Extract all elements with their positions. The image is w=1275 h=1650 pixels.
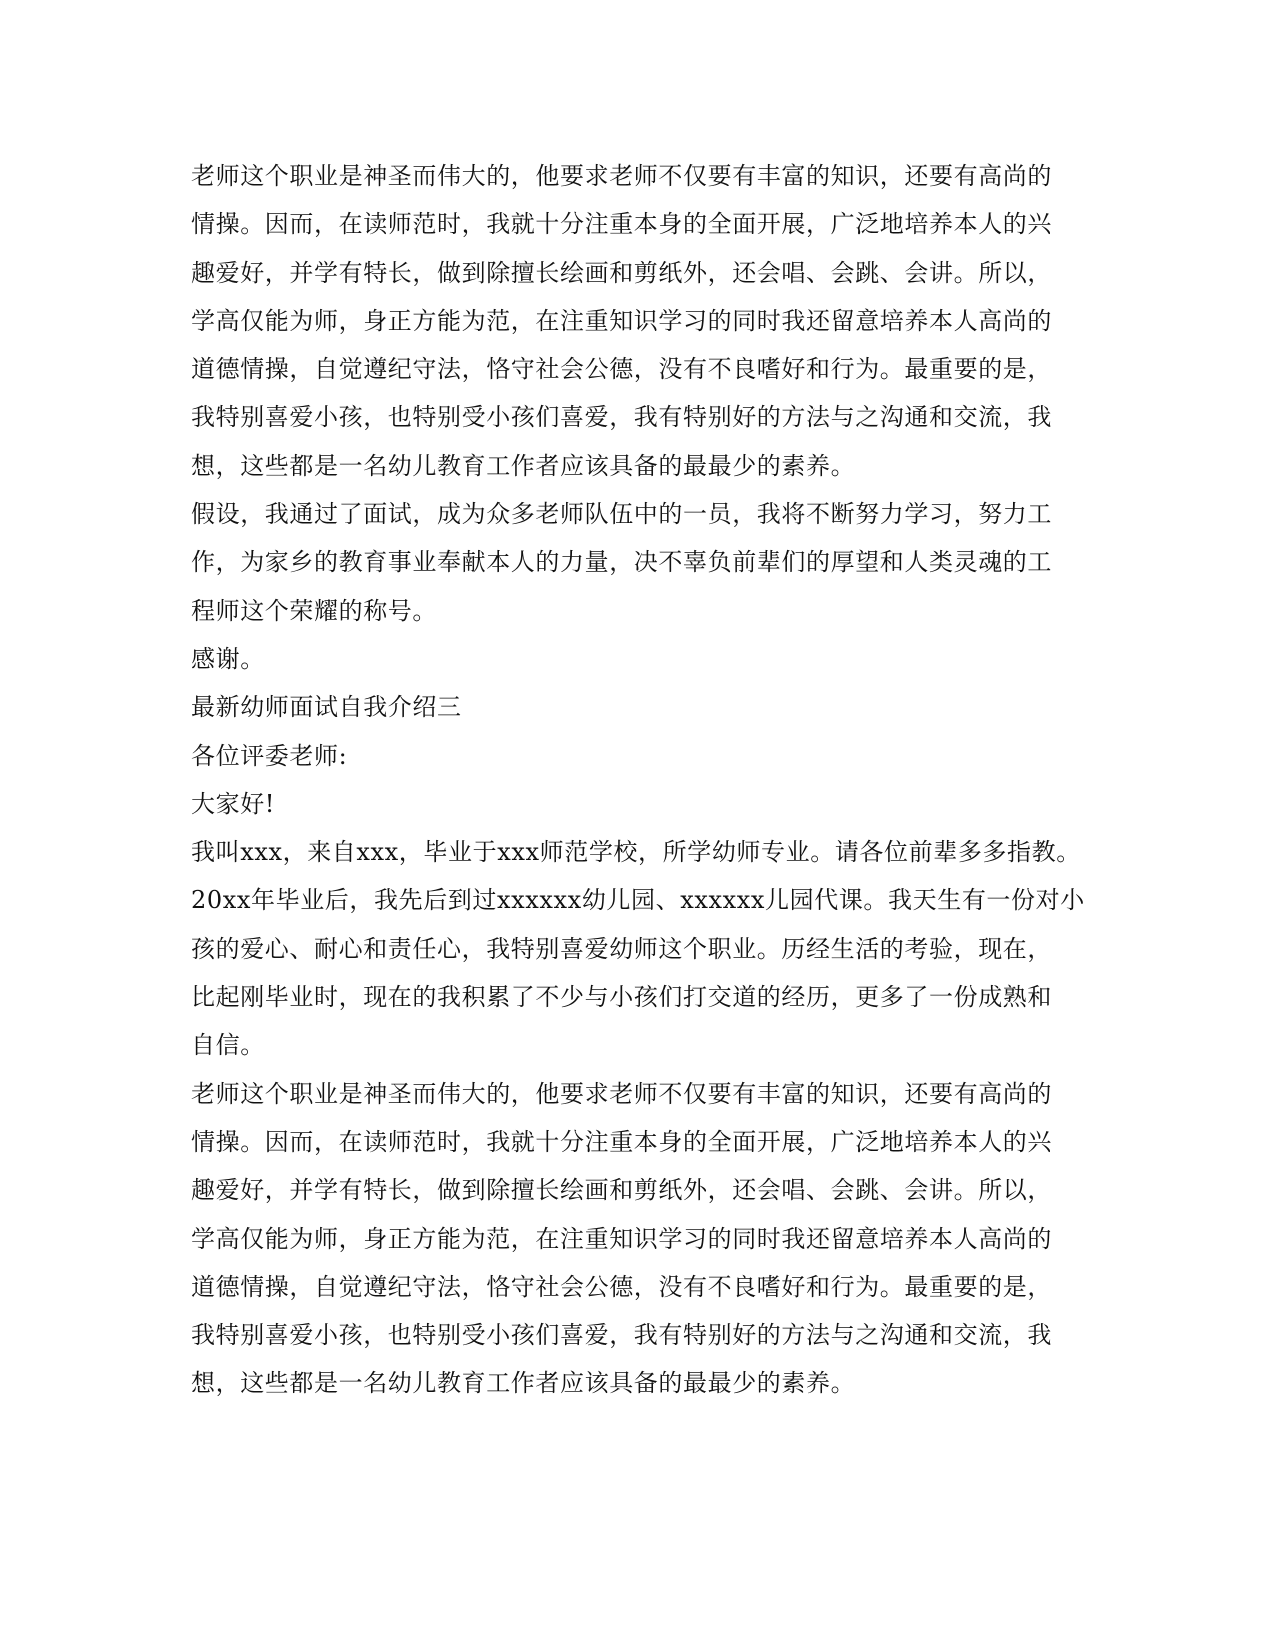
text-line: 我特别喜爱小孩，也特别受小孩们喜爱，我有特别好的方法与之沟通和交流，我 xyxy=(191,403,1052,432)
text-line: 20xx年毕业后，我先后到过xxxxxx幼儿园、xxxxxx儿园代课。我天生有一份对小 xyxy=(191,886,1085,915)
text-line: 想，这些都是一名幼儿教育工作者应该具备的最最少的素养。 xyxy=(191,1369,856,1398)
text-line: 作，为家乡的教育事业奉献本人的力量，决不辜负前辈们的厚望和人类灵魂的工 xyxy=(191,548,1052,577)
section-heading: 最新幼师面试自我介绍三 xyxy=(191,693,462,722)
text-line: 老师这个职业是神圣而伟大的，他要求老师不仅要有丰富的知识，还要有高尚的 xyxy=(191,162,1052,190)
text-line: 孩的爱心、耐心和责任心，我特别喜爱幼师这个职业。历经生活的考验，现在， xyxy=(191,934,1052,963)
text-line: 趣爱好，并学有特长，做到除擅长绘画和剪纸外，还会唱、会跳、会讲。所以， xyxy=(191,258,1052,287)
document-body xyxy=(191,152,1085,1408)
text-line: 自信。 xyxy=(191,1031,265,1060)
text-line: 学高仅能为师，身正方能为范，在注重知识学习的同时我还留意培养本人高尚的 xyxy=(191,1224,1052,1253)
salutation: 各位评委老师: xyxy=(191,741,348,770)
text-line: 假设，我通过了面试，成为众多老师队伍中的一员，我将不断努力学习，努力工 xyxy=(191,500,1052,529)
text-line: 趣爱好，并学有特长，做到除擅长绘画和剪纸外，还会唱、会跳、会讲。所以， xyxy=(191,1176,1052,1205)
text-line: 我叫xxx，来自xxx，毕业于xxx师范学校，所学幼师专业。请各位前辈多多指教。 xyxy=(191,838,1081,867)
text-line: 道德情操，自觉遵纪守法，恪守社会公德，没有不良嗜好和行为。最重要的是， xyxy=(191,1272,1052,1301)
text-line: 学高仅能为师，身正方能为范，在注重知识学习的同时我还留意培养本人高尚的 xyxy=(191,306,1052,335)
text-line: 情操。因而，在读师范时，我就十分注重本身的全面开展，广泛地培养本人的兴 xyxy=(191,210,1052,239)
text-line: 道德情操，自觉遵纪守法，恪守社会公德，没有不良嗜好和行为。最重要的是， xyxy=(191,355,1052,384)
text-line: 情操。因而，在读师范时，我就十分注重本身的全面开展，广泛地培养本人的兴 xyxy=(191,1127,1052,1156)
text-line: 我特别喜爱小孩，也特别受小孩们喜爱，我有特别好的方法与之沟通和交流，我 xyxy=(191,1321,1052,1350)
closing-thanks: 感谢。 xyxy=(191,644,265,673)
text-line: 程师这个荣耀的称号。 xyxy=(191,596,437,625)
text-line: 想，这些都是一名幼儿教育工作者应该具备的最最少的素养。 xyxy=(191,451,856,480)
text-line: 老师这个职业是神圣而伟大的，他要求老师不仅要有丰富的知识，还要有高尚的 xyxy=(191,1079,1052,1108)
greeting: 大家好! xyxy=(191,789,276,818)
text-line: 比起刚毕业时，现在的我积累了不少与小孩们打交道的经历，更多了一份成熟和 xyxy=(191,983,1052,1012)
